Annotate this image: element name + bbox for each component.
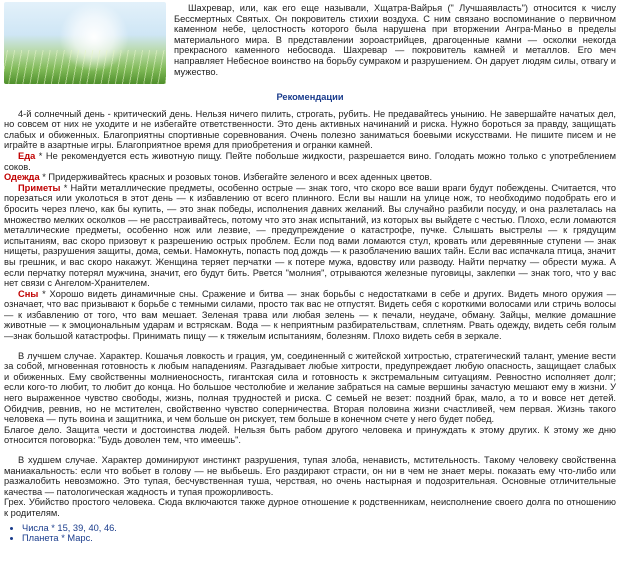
food-label: Еда: [18, 150, 36, 161]
food-text: * Не рекомендуется есть животную пищу. Пейте побольше жидкости, разрешается вино. Голодать можно только с употреблением соков.: [4, 150, 616, 172]
omens-text: * Найти металлические предметы, особенно острые — знак того, что скоро все ваши враги будут побеждены. Считается, что порезаться или уколоться в этот день — к избавлению от всего плинного. Если вы нашли на улице нож, то необходимо подобрать его и бросить через плечо, как бы купить, — это знак победы, исполнения давних желаний. Вы случайно разбили посуду, и она разлеталась на множество мелких осколков — не расстраивайтесь, потому что это знак испытаний, из которых вы выйдете с честью. Плохо, если ломаются металлические предметы, особенно нож или лезвие, — предупреждение о катастрофе, пучке. Слышать выстрелы — к грядущим испытаниям, вас скоро призовут к разрешению острых проблем. Если под вами ломаются стул, кровать или деревянные ступени — знак нищеты, разрушения защиты, дома, семьи. Намокнуть, попасть под дождь — к разоблачению ваших тайн. Если вас испачкала птица, значит вы грешник, и вас скоро накажут. Женщина теряет перчатки — к потере мужа, вдовству или разводу. Найти перчатку — обрести мужа. А если перчатку потерял мужчина, значит, его будут бить. Рвется "молния", отрываются железные пуговицы, заклепки — знак того, что у вас нет связи с Ангелом-Хранителем.: [4, 182, 616, 289]
recommendations-text: 4-й солнечный день - критический день. Нельзя ничего пилить, строгать, рубить. Не предавайтесь унынию. Не завершайте начатых дел, но совсем от них не уходите и не избегайте ответственности. Это день активных начинаний и риска. Нужно бороться за правду, защищать слабых и обиженных. Благоприятны спортивные соревнования. Очень полезно заниматься боевыми искусствами. Не пишите писем и не играйте в азартные игры. Благоприятное время для приобретения и огранки камней.: [4, 108, 616, 151]
clothes-label: Одежда: [4, 172, 40, 183]
food-paragraph: [4, 151, 616, 172]
good-case-text: В лучшем случае. Характер. Кошачья ловкость и грация, ум, соединенный с житейской хитростью, стратегический талант, умение вести за собой, мгновенная готовность к любым нападениям. Разгадывает любые хитрости, предупреждает любую опасность, защищает слабых и обиженных. Ему свойственны молниеносность, гигантская сила и готовность к экстремальным ситуациям. Ревностно исполняет долг; если кого-то любит, то любит до конца. Но большое честолюбие и желание забраться на самые вершины зачастую мешают ему в жизни. У него выраженное чувство свободы, жизнь, полная трудностей и риска. С семьей не везет: поздний брак, мало, а то и вовсе нет детей. Обидчив, ревнив, но не мстителен, свойственно чувство соперничества. Вторая половина жизни счастливей, чем первая. Жизнь такого человека — путь воина и защитника, и чем больше он рискует, тем больше в конечном счете у него будет побед.: [4, 350, 616, 425]
clothes-paragraph: [4, 172, 616, 183]
dreams-label: Сны: [18, 288, 39, 299]
intro-text: Шахревар, или, как его еще называли, Хщатра-Вайрья (" Лучшаявласть") относится к числу Бессмертных Святых. Он покровитель стихии воздуха. С ним связано воспоминание о первичном каменном небе, целостность которого была нарушена при вторжении Ангра-Маньо в пределы материального мира. В представлении зороастрийцев, драгоценные камни — осколки некогда прекрасного каменного небосвода. Шахревар — покровитель камней и металлов. Его меч направляет Небесное воинство на борьбу сумраком и разрушением. Он дарует людям силы, отвагу и мужество.: [174, 3, 616, 77]
clothes-text: * Придерживайтесь красных и розовых тонов. Избегайте зеленого и всех аденных цветов.: [39, 172, 433, 183]
omens-paragraph: [4, 183, 616, 289]
info-list: [4, 523, 616, 544]
list-item: • Числа * 15, 39, 40, 46.: [22, 523, 616, 534]
bad-case-text: В худшем случае. Характер доминируют инстинкт разрушения, тупая злоба, ненависть, мстительность. Такому человеку свойственна маниакальность: если что вобьет в голову — не выбьешь. Его раздирают страсти, он ни в чем не знает меры. показать ему что-либо или разжалобить невозможно. Это тупая, бесчувственная туша, черствая, но очень настырная и подозрительная. Основные отличительные качества — патологическая жадность и тупая прожорливость.: [4, 455, 616, 497]
dreams-text: * Хорошо видеть динамичные сны. Сражение и битва — знак борьбы с недостатками в себе и других. Видеть много оружия — означает, что вас призывают к борьбе с темными силами, просто так вас не отпустят. Видеть себя с короткими волосами или стричь волосы — к избавлению от того, что вам мешает. Зеленая трава или любая зелень — к печали, неудаче, обману. Зайцы, мелкие домашние животные — к эмоциональным ударам и встряскам. Вода — к неприятным разбирательствам, сплетням. Рвать одежду, видеть себя голым—знак большой катастрофы. Принимать пищу — к тяжелым испытаниям, болезням. Плохо видеть себя в зеркале.: [4, 288, 616, 342]
good-deed-text: Благое дело. Защита чести и достоинства людей. Нельзя быть рабом другого человека и принуждать к этому других. К этому же дню относится поговорка: "Будь доволен тем, что имеешь".: [4, 424, 616, 446]
list-item: • Планета * Марс.: [22, 533, 616, 544]
header-section: [4, 2, 616, 84]
dreams-paragraph: [4, 289, 616, 342]
sin-text: Грех. Убийство простого человека. Сюда включаются также дурное отношение к родственникам, неисполнение своего долга по отношению к родителям.: [4, 497, 616, 518]
section-heading: Рекомендации: [276, 92, 344, 102]
intro-block: [174, 2, 616, 84]
grass-sky-image: [4, 2, 166, 84]
omens-label: Приметы: [18, 182, 61, 193]
